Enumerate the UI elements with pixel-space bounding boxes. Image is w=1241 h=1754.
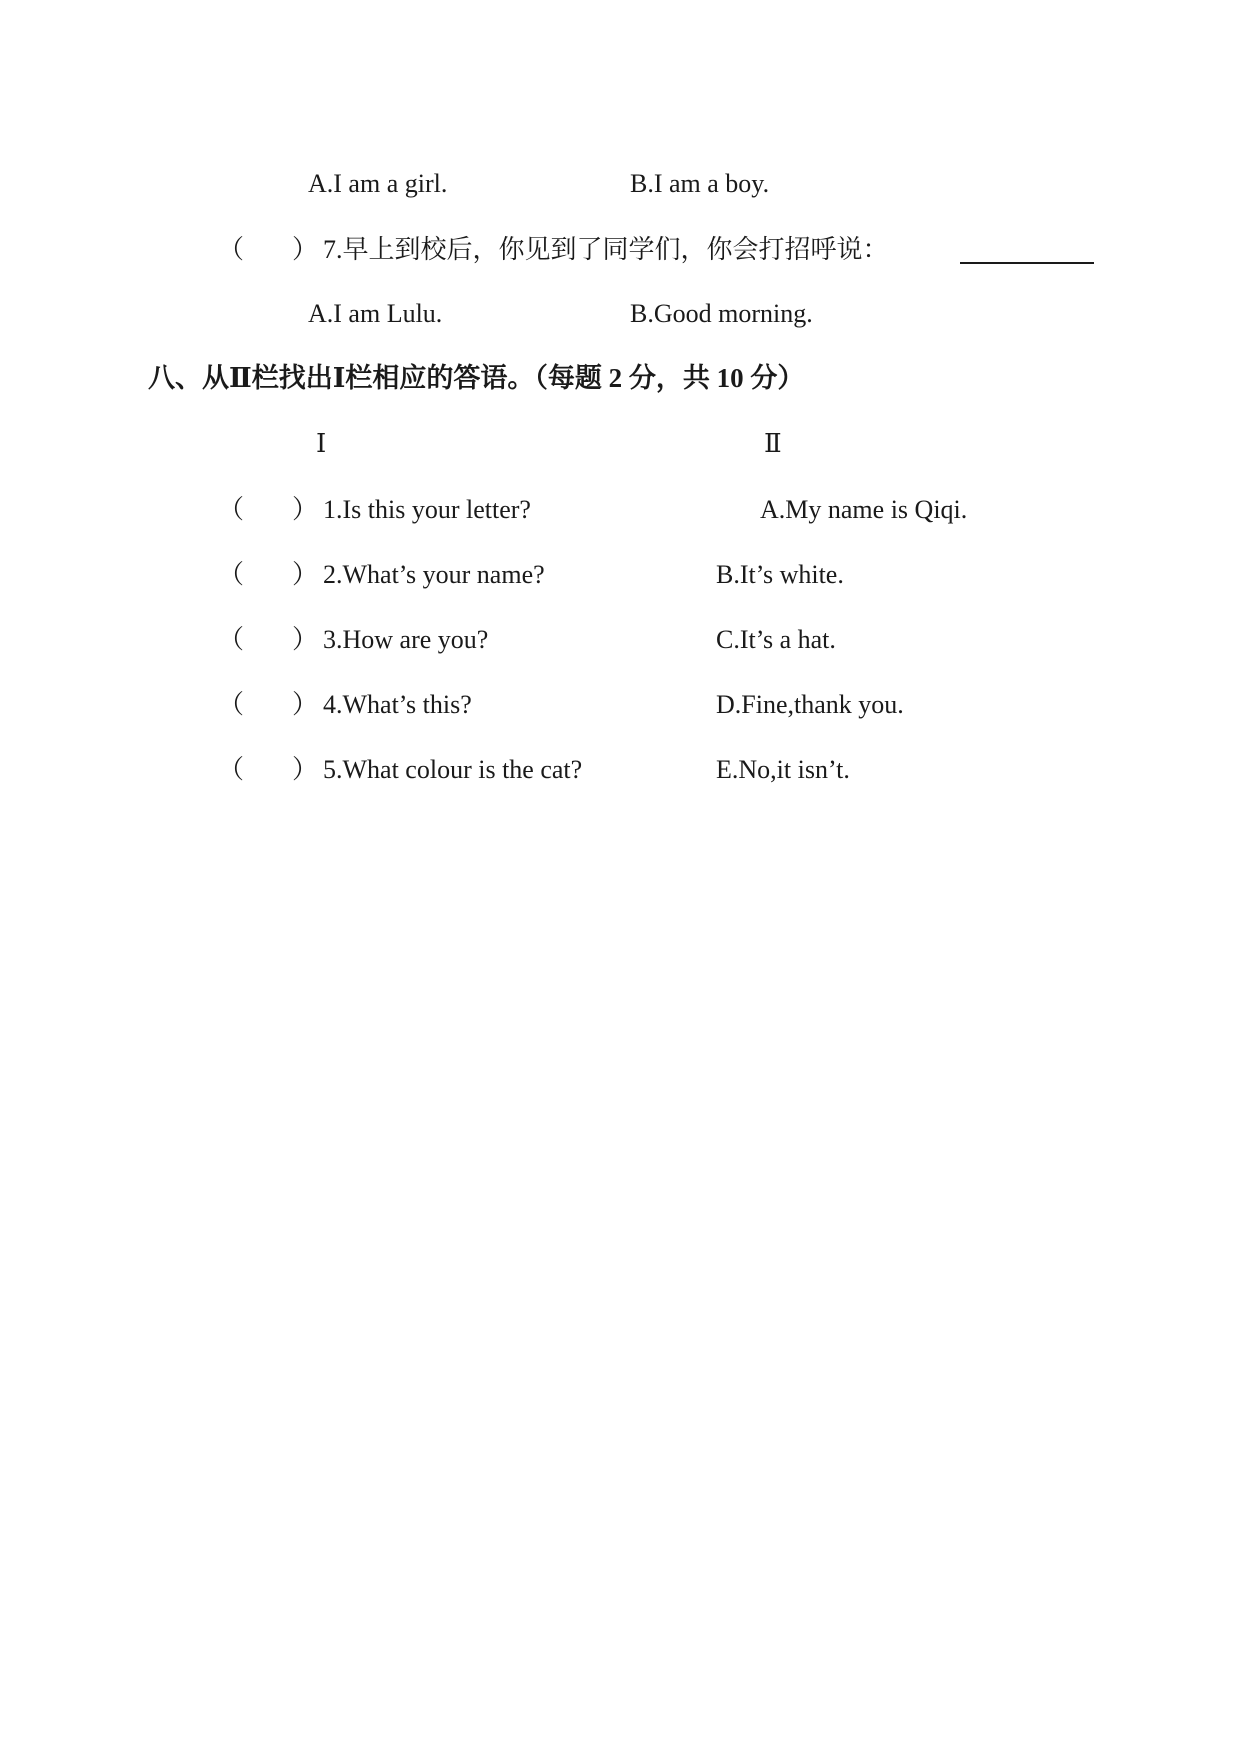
row-answer: E.No,it isn’t.: [716, 755, 850, 784]
row-answer: D.Fine,thank you.: [716, 690, 904, 719]
q7-option-a: A.I am Lulu.: [308, 299, 443, 328]
q7-bracket-open: （: [218, 235, 245, 264]
q6-option-b: B.I am a boy.: [630, 169, 770, 198]
row-bracket-close: ）: [292, 755, 319, 784]
row-bracket-open: （: [218, 495, 245, 524]
row-bracket-open: （: [218, 625, 245, 654]
q7-answer-blank: [960, 262, 1094, 264]
row-bracket-open: （: [218, 560, 245, 589]
row-bracket-close: ）: [292, 560, 319, 589]
row-bracket-open: （: [218, 755, 245, 784]
row-answer: C.It’s a hat.: [716, 625, 836, 654]
row-bracket-open: （: [218, 690, 245, 719]
q6-option-a: A.I am a girl.: [308, 169, 448, 198]
q7-option-b: B.Good morning.: [630, 299, 813, 328]
q7-question: 7.早上到校后，你见到了同学们，你会打招呼说：: [323, 235, 889, 264]
row-bracket-close: ）: [292, 625, 319, 654]
q7-bracket-close: ）: [292, 235, 319, 264]
row-question: 5.What colour is the cat?: [323, 755, 583, 784]
row-question: 3.How are you?: [323, 625, 489, 654]
column-1-header: Ⅰ: [316, 429, 327, 458]
row-question: 4.What’s this?: [323, 690, 472, 719]
column-2-header: Ⅱ: [764, 429, 782, 458]
row-bracket-close: ）: [292, 690, 319, 719]
row-question: 2.What’s your name?: [323, 560, 545, 589]
row-question: 1.Is this your letter?: [323, 495, 531, 524]
row-answer: B.It’s white.: [716, 560, 844, 589]
row-bracket-close: ）: [292, 495, 319, 524]
row-answer: A.My name is Qiqi.: [760, 495, 968, 524]
section-8-title: 八、从Ⅱ栏找出Ⅰ栏相应的答语。（每题 2 分，共 10 分）: [148, 363, 805, 393]
